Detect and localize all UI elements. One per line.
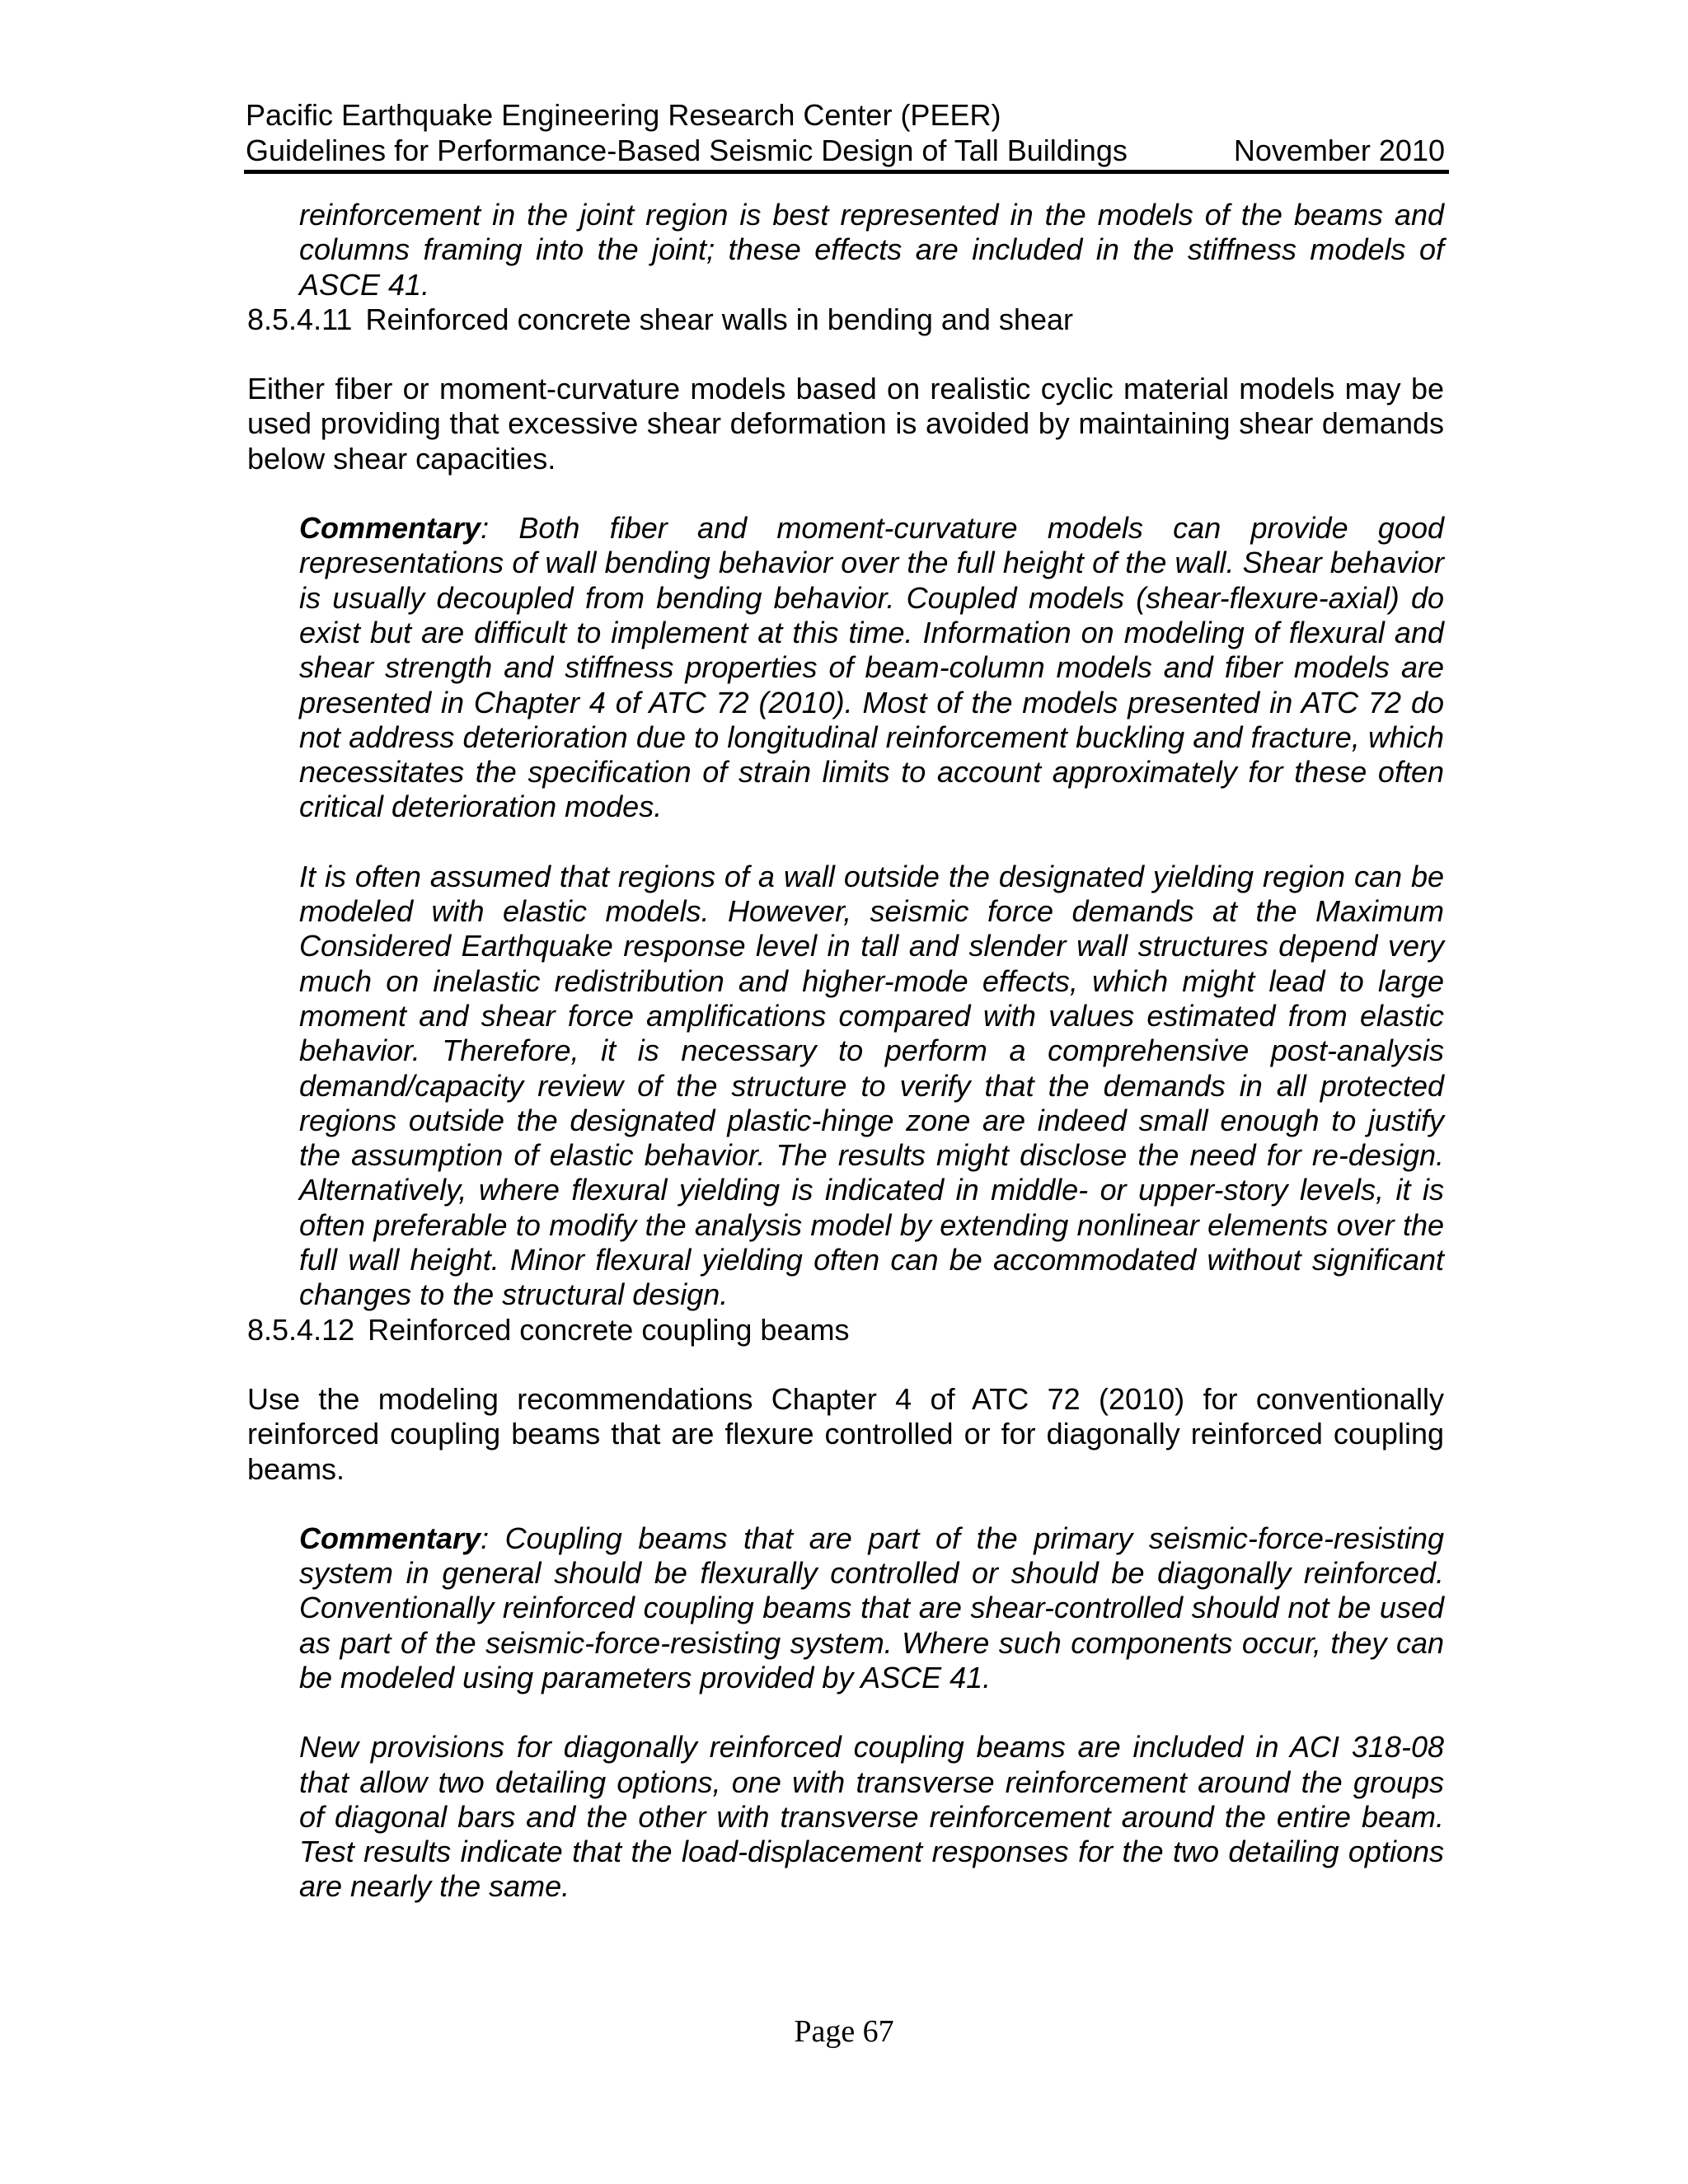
- continuation-paragraph: reinforcement in the joint region is best represented in the models of the beams and columns framing into the joint; these effects are included in the stiffness models of ASCE 41.: [299, 198, 1444, 302]
- section-number: 8.5.4.12: [247, 1312, 355, 1347]
- section-heading-8-5-4-12: [247, 1313, 1444, 1347]
- section-title: Reinforced concrete coupling beams: [368, 1312, 850, 1347]
- commentary-paragraph: [299, 511, 1444, 825]
- page-number: Page 67: [794, 2014, 894, 2049]
- section-body-paragraph: Use the modeling recommendations Chapter 4 of ATC 72 (2010) for conventionally reinforced coupling beams that are flexure controlled or for diagonally reinforced coupling beams.: [247, 1381, 1444, 1486]
- commentary-text: : Both fiber and moment-curvature models can provide good representations of wall bending behavior over the full height of the wall. Shear behavior is usually decoupled from bending behavior. Coupled models (shear-flexure-axial) do exist but are difficult to implement at this time. Information on modeling of flexural and shear strength and stiffness properties of beam-column models and fiber models are presented in Chapter 4 of ATC 72 (2010). Most of the models presented in ATC 72 do not address deterioration due to longitudinal reinforcement buckling and fracture, which necessitates the specification of strain limits to account approximately for these often critical deterioration modes.: [299, 511, 1444, 824]
- section-body-paragraph: Either fiber or moment-curvature models based on realistic cyclic material models may be used providing that excessive shear deformation is avoided by maintaining shear demands below shear capacities.: [247, 372, 1444, 476]
- header-rule: [244, 170, 1449, 174]
- page-body: [247, 198, 1444, 1905]
- section-title: Reinforced concrete shear walls in bending and shear: [365, 302, 1073, 336]
- header-organization-row: [246, 97, 1445, 133]
- commentary-label: Commentary: [299, 1521, 481, 1555]
- header-title-row: [246, 133, 1445, 168]
- page-header: [246, 97, 1445, 168]
- section-number: 8.5.4.11: [247, 302, 353, 336]
- commentary-paragraph-2: New provisions for diagonally reinforced coupling beams are included in ACI 318-08 that allow two detailing options, one with transverse reinforcement around the groups of diagonal bars and the other with transverse reinforcement around the entire beam. Test results indicate that the load-displacement responses for the two detailing options are nearly the same.: [299, 1730, 1444, 1904]
- commentary-text: : Coupling beams that are part of the primary seismic-force-resisting system in general should be flexurally controlled or should be diagonally reinforced. Conventionally reinforced coupling beams that are shear-controlled should not be used as part of the seismic-force-resisting system. Where such components occur, they can be modeled using parameters provided by ASCE 41.: [299, 1521, 1444, 1694]
- commentary-paragraph: [299, 1521, 1444, 1695]
- commentary-paragraph-2: It is often assumed that regions of a wall outside the designated yielding region can be modeled with elastic models. However, seismic force demands at the Maximum Considered Earthquake response level in tall and slender wall structures depend very much on inelastic redistribution and higher-mode effects, which might lead to large moment and shear force amplifications compared with values estimated from elastic behavior. Therefore, it is necessary to perform a comprehensive post-analysis demand/capacity review of the structure to verify that the demands in all protected regions outside the designated plastic-hinge zone are indeed small enough to justify the assumption of elastic behavior. The results might disclose the need for re-design. Alternatively, where flexural yielding is indicated in middle- or upper-story levels, it is often preferable to modify the analysis model by extending nonlinear elements over the full wall height. Minor flexural yielding often can be accommodated without significant changes to the structural design.: [299, 859, 1444, 1312]
- header-organization: Pacific Earthquake Engineering Research Center (PEER): [246, 98, 1001, 132]
- section-heading-8-5-4-11: [247, 302, 1444, 337]
- header-document-title: Guidelines for Performance-Based Seismic Design of Tall Buildings: [246, 134, 1128, 167]
- header-date: November 2010: [1233, 134, 1445, 167]
- commentary-label: Commentary: [299, 511, 481, 546]
